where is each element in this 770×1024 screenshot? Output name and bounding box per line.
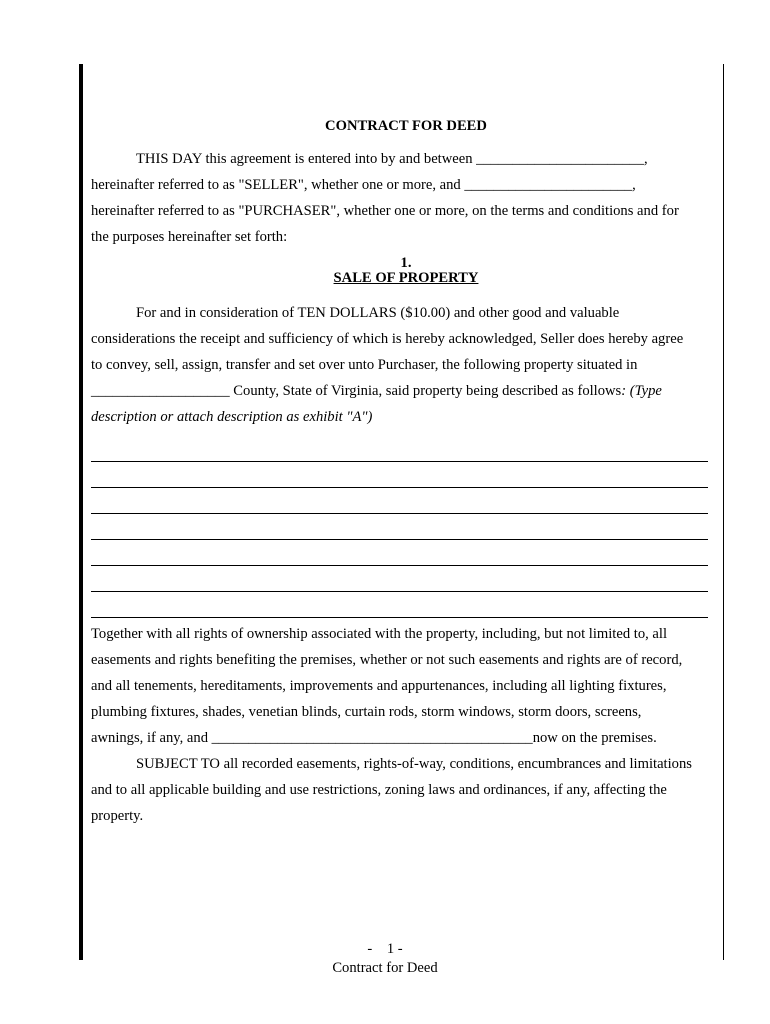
intro-line: the purposes hereinafter set forth: [91,229,288,245]
consideration-paragraph [91,300,721,430]
section-number: 1. [400,255,412,271]
description-blank-line[interactable] [91,592,708,618]
document-body [91,110,721,829]
paragraph-line: SUBJECT TO all recorded easements, rights-of-way, conditions, encumbrances and limitations [136,756,692,772]
right-margin-rule [723,64,724,960]
page-number: - 1 - [367,941,403,957]
intro-line: hereinafter referred to as "SELLER", whether one or more, and _______________________, [91,177,636,193]
description-blank-line[interactable] [91,434,708,462]
footer-document-name: Contract for Deed [332,960,438,976]
description-blank-line[interactable] [91,462,708,488]
section-heading [91,256,721,300]
paragraph-line: to convey, sell, assign, transfer and set over unto Purchaser, the following property situated in [91,357,638,373]
paragraph-line: awnings, if any, and ____________________________________________now on the premises. [91,730,657,746]
intro-paragraph [91,146,721,250]
intro-line: hereinafter referred to as "PURCHASER", whether one or more, on the terms and conditions and for [91,203,679,219]
type-instruction-text: : (Type [621,383,662,399]
county-line-text: ___________________ County, State of Virginia, said property being described as follows [91,383,622,399]
ownership-rights-paragraph [91,621,721,751]
section-caption: SALE OF PROPERTY [333,270,479,286]
paragraph-line: considerations the receipt and sufficiency of which is hereby acknowledged, Seller does hereby agree [91,331,684,347]
paragraph-line: property. [91,808,144,824]
description-blank-line[interactable] [91,566,708,592]
description-blank-line[interactable] [91,540,708,566]
description-blank-line[interactable] [91,488,708,514]
paragraph-line: easements and rights benefiting the premises, whether or not such easements and rights are of record, [91,652,683,668]
paragraph-line: and all tenements, hereditaments, improvements and appurtenances, including all lighting fixtures, [91,678,667,694]
paragraph-line: Together with all rights of ownership associated with the property, including, but not limited to, all [91,626,667,642]
document-title: CONTRACT FOR DEED [325,118,487,134]
left-margin-bar [79,64,83,960]
paragraph-line: plumbing fixtures, shades, venetian blinds, curtain rods, storm windows, storm doors, screens, [91,704,642,720]
property-description-lines [91,434,708,618]
description-blank-line[interactable] [91,514,708,540]
paragraph-line [91,378,721,404]
paragraph-line: and to all applicable building and use restrictions, zoning laws and ordinances, if any, affecting the [91,782,667,798]
subject-to-paragraph [91,751,721,829]
type-instruction-text: description or attach description as exhibit "A") [91,409,373,425]
intro-line: THIS DAY this agreement is entered into by and between _______________________, [136,151,648,167]
paragraph-line: For and in consideration of TEN DOLLARS ($10.00) and other good and valuable [136,305,620,321]
